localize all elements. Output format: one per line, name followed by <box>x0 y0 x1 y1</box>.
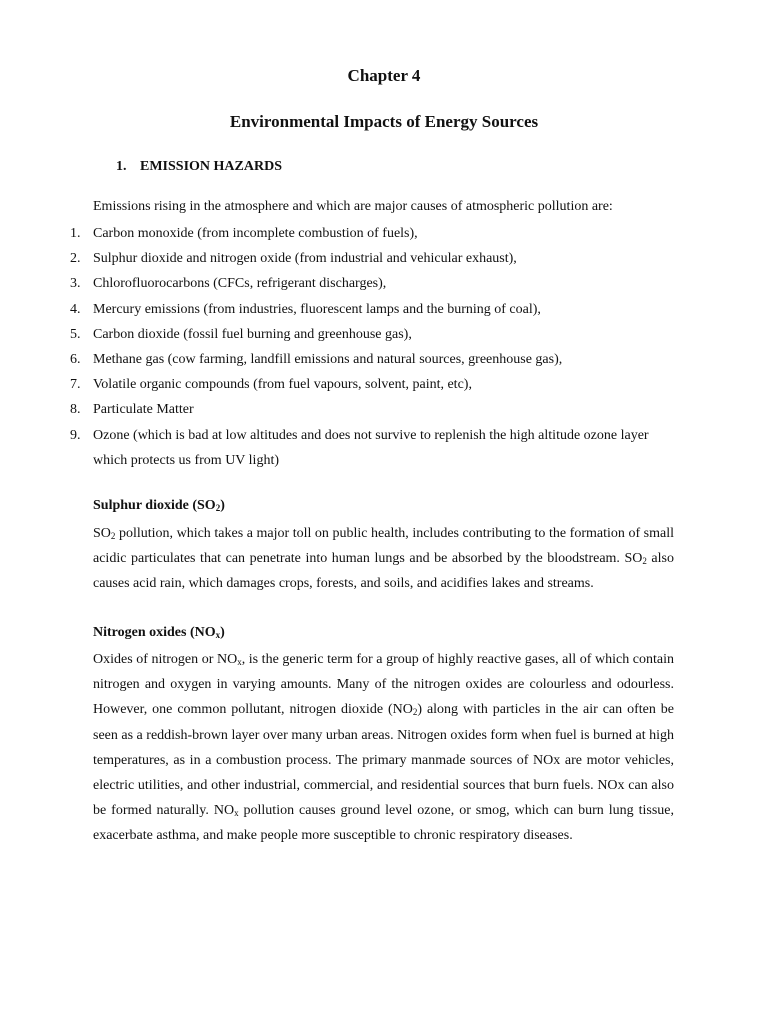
emission-list-item <box>70 347 680 372</box>
nox-sub-2: 2 <box>412 707 418 718</box>
emission-list <box>70 221 680 473</box>
list-item-number: 1. <box>70 226 81 241</box>
nox-heading-end: ) <box>220 625 225 640</box>
so2-sub-2: 2 <box>642 556 647 567</box>
emission-list-item <box>70 423 680 473</box>
so2-text-c: also causes acid rain, which damages crops, forests, and soils, and acidifies lakes and streams. <box>93 551 674 592</box>
list-item-text: Particulate Matter <box>93 402 194 418</box>
list-item-number: 9. <box>70 427 81 443</box>
list-item-text: Sulphur dioxide and nitrogen oxide (from industrial and vehicular exhaust), <box>93 251 517 267</box>
nox-heading-text: Nitrogen oxides (NO <box>93 625 216 640</box>
list-item-number: 5. <box>70 326 81 342</box>
section-number: 1. <box>116 159 127 174</box>
list-item-number: 6. <box>70 352 81 368</box>
list-item-text: Ozone (which is bad at low altitudes and does not survive to replenish the high altitude ozone layer which protects us from UV light) <box>93 427 649 468</box>
emission-list-item <box>70 297 680 322</box>
list-item-text: Carbon dioxide (fossil fuel burning and greenhouse gas), <box>93 326 412 342</box>
emission-list-item <box>70 322 680 347</box>
so2-text-b: pollution, which takes a major toll on public health, includes contributing to the formation of small acidic particulates that can penetrate into human lungs and be absorbed by the bloodstream. SO <box>93 526 674 567</box>
so2-heading-end: ) <box>220 498 225 513</box>
nox-sub-3: x <box>234 808 239 819</box>
so2-heading-subscript: 2 <box>215 503 221 513</box>
emission-list-item <box>70 221 680 246</box>
nox-paragraph <box>93 647 674 849</box>
section-heading-text: EMISSION HAZARDS <box>140 159 282 174</box>
list-item-text: Mercury emissions (from industries, fluorescent lamps and the burning of coal), <box>93 301 541 317</box>
so2-heading <box>93 498 225 514</box>
so2-sub-1: 2 <box>110 531 116 541</box>
list-item-number: 4. <box>70 301 81 317</box>
nox-heading <box>93 625 225 641</box>
list-item-number: 7. <box>70 377 81 393</box>
nox-text-b: , is the generic term for a group of highly reactive gases, all of which contain nitrogen and oxygen in varying amounts. Many of the nitrogen oxides are colourless and odourless. However, one common pollutant, nitrogen dioxide (NO <box>93 652 674 718</box>
document-title: Environmental Impacts of Energy Sources <box>229 112 539 131</box>
emission-list-item <box>70 271 680 296</box>
so2-paragraph <box>93 521 674 597</box>
section-heading <box>116 159 282 175</box>
nox-text-d: pollution causes ground level ozone, or smog, which can burn lung tissue, exacerbate asthma, and make people more susceptible to chronic respiratory diseases. <box>93 803 674 844</box>
nox-text-c: ) along with particles in the air can often be seen as a reddish-brown layer over many urban areas. Nitrogen oxides form when fuel is burned at high temperatures, as in a combustion process. The primary manmade sources of NOx are motor vehicles, electric utilities, and other industrial, commercial, and residential sources that burn fuels. NOx can also be formed naturally. NO <box>93 702 674 819</box>
so2-text-a: SO <box>93 526 111 541</box>
list-item-text: Volatile organic compounds (from fuel vapours, solvent, paint, etc), <box>93 377 472 393</box>
list-item-text: Chlorofluorocarbons (CFCs, refrigerant discharges), <box>93 276 387 292</box>
chapter-title: Chapter 4 <box>347 66 421 85</box>
intro-text: Emissions rising in the atmosphere and which are major causes of atmospheric pollution are: <box>93 199 613 214</box>
list-item-number: 8. <box>70 402 81 418</box>
emission-list-item <box>70 246 680 271</box>
emission-list-item <box>70 372 680 397</box>
nox-sub-1: x <box>237 657 242 667</box>
list-item-number: 3. <box>70 276 81 292</box>
list-item-text: Carbon monoxide (from incomplete combustion of fuels), <box>93 226 418 241</box>
so2-heading-text: Sulphur dioxide (SO <box>93 498 216 513</box>
nox-text-a: Oxides of nitrogen or NO <box>93 652 238 667</box>
list-item-number: 2. <box>70 251 81 267</box>
nox-heading-subscript: x <box>215 630 221 640</box>
emission-list-item <box>70 397 680 422</box>
list-item-text: Methane gas (cow farming, landfill emissions and natural sources, greenhouse gas), <box>93 352 563 368</box>
